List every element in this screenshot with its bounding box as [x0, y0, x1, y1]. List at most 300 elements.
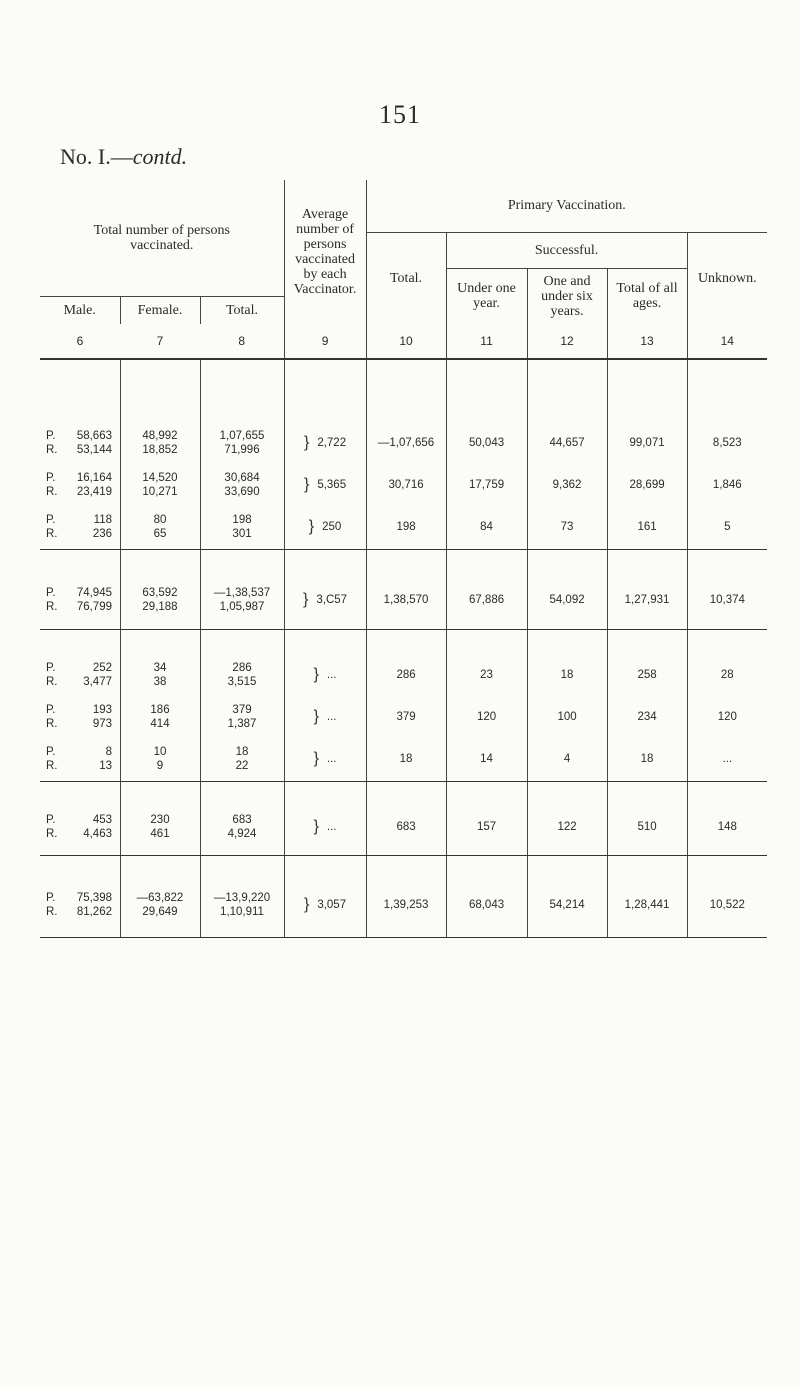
all-ages-cell — [607, 697, 687, 737]
pr-line — [46, 586, 116, 600]
total-cell — [200, 421, 284, 465]
spacer-cell — [607, 549, 687, 571]
pr-label: P. — [46, 813, 56, 826]
male-cell — [40, 653, 120, 697]
spacer-cell — [40, 855, 120, 873]
male-value: 13 — [99, 759, 112, 772]
spacer-cell — [120, 629, 200, 653]
one-six-cell — [527, 873, 607, 937]
heading-suffix: contd. — [132, 144, 188, 169]
spacer-cell — [446, 359, 527, 421]
one-six-cell — [527, 799, 607, 855]
female-cell — [120, 421, 200, 465]
spacer-cell — [607, 359, 687, 421]
female-value: 10 — [153, 745, 167, 758]
average-value: 3,C57 — [316, 593, 348, 606]
average-cell — [284, 873, 366, 937]
male-cell — [40, 697, 120, 737]
total-cell — [200, 505, 284, 549]
female-cell — [120, 697, 200, 737]
total-cell — [200, 799, 284, 855]
one-six-cell — [527, 421, 607, 465]
under-one-value: 120 — [476, 711, 497, 723]
spacer-cell — [284, 781, 366, 799]
spacer-cell — [200, 781, 284, 799]
average-cell — [284, 799, 366, 855]
one-six-value: 122 — [557, 820, 577, 833]
average-cell — [284, 571, 366, 629]
col-number: 11 — [446, 324, 527, 359]
average-value: 5,365 — [317, 479, 347, 492]
spacer-row — [40, 781, 767, 799]
female-value: 414 — [150, 718, 170, 730]
male-cell — [40, 465, 120, 505]
pr-label: P. — [46, 472, 56, 484]
female-value: 14,520 — [142, 472, 178, 484]
female-value: —63,822 — [136, 891, 184, 904]
all-ages-cell — [607, 737, 687, 781]
average-cell — [284, 653, 366, 697]
brace-icon: } — [303, 895, 310, 913]
primary-total-value: 379 — [396, 711, 416, 723]
one-six-cell — [527, 465, 607, 505]
unknown-cell — [687, 421, 767, 465]
all-ages-value: 28,699 — [629, 479, 665, 491]
col-number: 6 — [40, 324, 120, 359]
primary-total-value: 198 — [396, 520, 416, 533]
male-value: 76,799 — [76, 600, 112, 613]
one-six-value: 44,657 — [549, 437, 585, 449]
unknown-cell — [687, 737, 767, 781]
pr-line — [46, 827, 116, 841]
pr-label: R. — [46, 718, 58, 730]
female-value: 9 — [156, 759, 164, 772]
total-value: 4,924 — [227, 827, 257, 840]
unknown-cell — [687, 799, 767, 855]
female-value: 461 — [150, 827, 170, 840]
average-value: ... — [326, 820, 337, 833]
all-ages-value: 99,071 — [629, 437, 665, 449]
pr-line — [46, 703, 116, 717]
spacer-cell — [687, 629, 767, 653]
table-heading — [60, 144, 187, 170]
pr-line — [46, 675, 116, 689]
pr-label: R. — [46, 444, 58, 456]
under-one-cell — [446, 505, 527, 549]
average-cell — [284, 505, 366, 549]
unknown-cell — [687, 873, 767, 937]
total-cell — [200, 465, 284, 505]
all-ages-value: 161 — [637, 520, 657, 533]
spacer-cell — [687, 359, 767, 421]
male-value: 75,398 — [76, 891, 112, 904]
spacer-cell — [446, 549, 527, 571]
unknown-cell — [687, 571, 767, 629]
spacer-cell — [446, 855, 527, 873]
pr-label: P. — [46, 891, 56, 904]
all-ages-cell — [607, 653, 687, 697]
heading-prefix: No. I.— — [60, 144, 133, 169]
spacer-cell — [40, 549, 120, 571]
brace-icon: } — [303, 433, 310, 451]
header-primary: Primary Vaccination. — [366, 180, 767, 232]
unknown-cell — [687, 505, 767, 549]
all-ages-value: 510 — [637, 820, 657, 833]
all-ages-value: 258 — [637, 669, 657, 681]
one-six-value: 100 — [557, 711, 577, 723]
under-one-value: 68,043 — [468, 898, 505, 911]
female-value: 29,649 — [142, 905, 178, 918]
total-value: 30,684 — [224, 472, 260, 484]
spacer-cell — [607, 781, 687, 799]
male-value: 4,463 — [83, 827, 112, 840]
average-value: 2,722 — [317, 437, 347, 450]
female-value: 65 — [153, 527, 167, 540]
under-one-value: 50,043 — [468, 437, 505, 449]
male-value: 81,262 — [76, 905, 112, 918]
primary-total-cell — [366, 799, 446, 855]
header-unknown: Unknown. — [687, 232, 767, 324]
table-row — [40, 571, 767, 629]
total-cell — [200, 653, 284, 697]
male-value: 193 — [92, 704, 112, 716]
pr-line — [46, 717, 116, 731]
total-value: 22 — [235, 759, 249, 772]
pr-line — [46, 485, 116, 499]
primary-total-value: 30,716 — [388, 479, 424, 491]
total-value: 379 — [232, 704, 252, 716]
male-cell — [40, 421, 120, 465]
female-value: 29,188 — [142, 600, 178, 613]
total-value: 683 — [232, 813, 252, 826]
male-value: 236 — [92, 527, 112, 540]
pr-line — [46, 813, 116, 827]
all-ages-cell — [607, 465, 687, 505]
table-row — [40, 737, 767, 781]
female-cell — [120, 737, 200, 781]
col-number: 13 — [607, 324, 687, 359]
total-value: 18 — [235, 745, 249, 758]
one-six-value: 73 — [560, 520, 574, 533]
all-ages-value: 1,28,441 — [624, 898, 670, 911]
all-ages-cell — [607, 505, 687, 549]
spacer-cell — [527, 549, 607, 571]
female-value: 34 — [153, 662, 167, 674]
one-six-cell — [527, 737, 607, 781]
pr-label: R. — [46, 600, 58, 613]
average-cell — [284, 465, 366, 505]
female-cell — [120, 465, 200, 505]
spacer-row — [40, 855, 767, 873]
total-value: 1,10,911 — [220, 905, 264, 918]
total-cell — [200, 873, 284, 937]
average-cell — [284, 697, 366, 737]
page-number: 151 — [379, 100, 421, 129]
pr-line — [46, 661, 116, 675]
spacer-cell — [120, 855, 200, 873]
pr-line — [46, 745, 116, 759]
primary-total-value: 18 — [399, 752, 413, 765]
male-value: 453 — [92, 813, 112, 826]
vaccination-table — [40, 180, 767, 938]
one-six-cell — [527, 505, 607, 549]
primary-total-value: 1,38,570 — [383, 593, 429, 606]
one-six-cell — [527, 653, 607, 697]
under-one-cell — [446, 653, 527, 697]
brace-icon: } — [313, 707, 319, 725]
pr-line — [46, 527, 116, 541]
table-row — [40, 799, 767, 855]
primary-total-value: 286 — [396, 669, 416, 681]
unknown-value: 1,846 — [712, 479, 742, 491]
brace-icon: } — [303, 590, 309, 608]
under-one-value: 84 — [480, 520, 493, 533]
one-six-value: 54,214 — [549, 898, 585, 911]
header-average: Average number of persons vaccinated by each Vaccinator. — [284, 180, 366, 324]
header-male: Male. — [40, 296, 120, 324]
female-cell — [120, 505, 200, 549]
header-primary-total: Total. — [366, 232, 446, 324]
male-value: 58,663 — [76, 430, 112, 442]
male-cell — [40, 571, 120, 629]
unknown-value: 8,523 — [712, 437, 742, 449]
unknown-cell — [687, 697, 767, 737]
female-value: 38 — [153, 676, 167, 688]
one-six-cell — [527, 571, 607, 629]
table-body — [40, 359, 767, 937]
pr-label: P. — [46, 745, 56, 758]
all-ages-cell — [607, 421, 687, 465]
female-value: 10,271 — [142, 486, 178, 498]
spacer-cell — [284, 855, 366, 873]
spacer-cell — [527, 629, 607, 653]
spacer-row — [40, 549, 767, 571]
under-one-value: 157 — [476, 820, 497, 833]
male-value: 118 — [93, 513, 112, 526]
primary-total-cell — [366, 737, 446, 781]
spacer-cell — [687, 855, 767, 873]
pr-label: R. — [46, 527, 58, 540]
under-one-cell — [446, 465, 527, 505]
pr-label: P. — [46, 704, 56, 716]
pr-line — [46, 759, 116, 773]
unknown-value: 5 — [724, 520, 731, 533]
total-value: 1,387 — [227, 718, 257, 730]
male-value: 23,419 — [76, 486, 112, 498]
pr-line — [46, 891, 116, 905]
female-value: 230 — [150, 813, 170, 826]
total-cell — [200, 697, 284, 737]
total-value: 1,07,655 — [219, 430, 265, 442]
total-cell — [200, 571, 284, 629]
under-one-cell — [446, 873, 527, 937]
all-ages-cell — [607, 799, 687, 855]
pr-label: P. — [46, 662, 56, 674]
average-cell — [284, 737, 366, 781]
female-cell — [120, 653, 200, 697]
spacer-cell — [200, 359, 284, 421]
col-number: 12 — [527, 324, 607, 359]
primary-total-cell — [366, 571, 446, 629]
female-value: 80 — [153, 513, 167, 526]
pr-label: R. — [46, 905, 58, 918]
spacer-cell — [200, 629, 284, 653]
female-value: 63,592 — [142, 586, 178, 599]
header-total: Total. — [200, 296, 284, 324]
spacer-cell — [120, 359, 200, 421]
spacer-cell — [527, 359, 607, 421]
spacer-cell — [120, 549, 200, 571]
spacer-cell — [40, 629, 120, 653]
spacer-cell — [200, 855, 284, 873]
total-value: 286 — [232, 662, 252, 674]
brace-icon: } — [313, 665, 319, 683]
table-row — [40, 421, 767, 465]
male-value: 973 — [92, 718, 112, 730]
brace-icon: } — [313, 749, 319, 767]
male-value: 16,164 — [76, 472, 112, 484]
one-six-value: 9,362 — [552, 479, 582, 491]
total-value: 33,690 — [224, 486, 260, 498]
under-one-cell — [446, 799, 527, 855]
one-six-cell — [527, 697, 607, 737]
header-all-ages: Total of all ages. — [607, 268, 687, 324]
primary-total-value: —1,07,656 — [377, 437, 435, 449]
col-number: 7 — [120, 324, 200, 359]
all-ages-value: 1,27,931 — [624, 593, 670, 606]
spacer-cell — [40, 359, 120, 421]
pr-label: P. — [46, 430, 56, 442]
unknown-value: ... — [722, 752, 733, 765]
spacer-cell — [527, 855, 607, 873]
header-female: Female. — [120, 296, 200, 324]
unknown-value: 10,522 — [709, 898, 745, 911]
spacer-cell — [366, 855, 446, 873]
male-value: 3,477 — [83, 676, 112, 688]
under-one-cell — [446, 697, 527, 737]
average-value: ... — [326, 669, 337, 682]
all-ages-cell — [607, 873, 687, 937]
unknown-value: 120 — [717, 711, 737, 723]
col-number: 9 — [284, 324, 366, 359]
pr-line — [46, 905, 116, 919]
male-value: 252 — [92, 662, 112, 674]
pr-line — [46, 471, 116, 485]
primary-total-cell — [366, 653, 446, 697]
average-value: 3,057 — [317, 898, 347, 911]
spacer-row — [40, 629, 767, 653]
spacer-cell — [607, 855, 687, 873]
primary-total-value: 683 — [396, 820, 416, 833]
total-value: 301 — [232, 527, 252, 540]
total-value: 71,996 — [224, 444, 260, 456]
brace-icon: } — [308, 517, 315, 535]
spacer-cell — [366, 549, 446, 571]
primary-total-value: 1,39,253 — [383, 898, 429, 911]
table-row — [40, 697, 767, 737]
spacer-cell — [607, 629, 687, 653]
header-under-one: Under one year. — [446, 268, 527, 324]
primary-total-cell — [366, 421, 446, 465]
spacer-cell — [446, 629, 527, 653]
total-value: 3,515 — [227, 676, 257, 688]
unknown-value: 148 — [717, 820, 737, 833]
primary-total-cell — [366, 465, 446, 505]
total-value: 1,05,987 — [219, 600, 265, 613]
average-cell — [284, 421, 366, 465]
under-one-value: 23 — [480, 669, 493, 681]
spacer-cell — [366, 359, 446, 421]
total-value: —1,38,537 — [213, 586, 271, 599]
female-value: 186 — [150, 704, 170, 716]
pr-label: P. — [46, 513, 56, 526]
under-one-cell — [446, 421, 527, 465]
pr-label: R. — [46, 676, 58, 688]
pr-line — [46, 429, 116, 443]
under-one-value: 17,759 — [468, 479, 505, 491]
pr-line — [46, 513, 116, 527]
table-row — [40, 505, 767, 549]
col-number: 10 — [366, 324, 446, 359]
pr-line — [46, 443, 116, 457]
male-value: 8 — [105, 745, 112, 758]
one-six-value: 4 — [563, 752, 571, 765]
spacer-cell — [284, 549, 366, 571]
pr-label: R. — [46, 486, 58, 498]
under-one-cell — [446, 737, 527, 781]
spacer-cell — [120, 781, 200, 799]
total-cell — [200, 737, 284, 781]
male-cell — [40, 873, 120, 937]
pr-label: R. — [46, 759, 58, 772]
spacer-cell — [687, 781, 767, 799]
female-cell — [120, 571, 200, 629]
female-value: 18,852 — [142, 444, 178, 456]
table-row — [40, 873, 767, 937]
female-value: 48,992 — [142, 430, 178, 442]
brace-icon: } — [303, 475, 310, 493]
total-value: —13,9,220 — [213, 891, 271, 904]
table-row — [40, 653, 767, 697]
col-number: 14 — [687, 324, 767, 359]
total-value: 198 — [232, 513, 252, 526]
spacer-cell — [200, 549, 284, 571]
spacer-cell — [40, 781, 120, 799]
all-ages-cell — [607, 571, 687, 629]
header-successful: Successful. — [446, 232, 687, 268]
pr-label: R. — [46, 827, 58, 840]
under-one-cell — [446, 571, 527, 629]
spacer-cell — [527, 781, 607, 799]
female-cell — [120, 873, 200, 937]
one-six-value: 54,092 — [549, 593, 585, 606]
all-ages-value: 18 — [640, 752, 654, 765]
header-total-vaccinated: Total number of persons vaccinated. — [93, 222, 230, 253]
male-value: 74,945 — [76, 586, 112, 599]
primary-total-cell — [366, 505, 446, 549]
spacer-cell — [366, 629, 446, 653]
header-one-six: One and under six years. — [527, 268, 607, 324]
under-one-value: 67,886 — [468, 593, 505, 606]
brace-icon: } — [313, 817, 319, 835]
unknown-value: 10,374 — [709, 593, 745, 606]
under-one-value: 14 — [480, 752, 493, 765]
one-six-value: 18 — [560, 669, 574, 681]
spacer-cell — [284, 359, 366, 421]
spacer-row — [40, 359, 767, 421]
spacer-cell — [446, 781, 527, 799]
pr-line — [46, 600, 116, 614]
